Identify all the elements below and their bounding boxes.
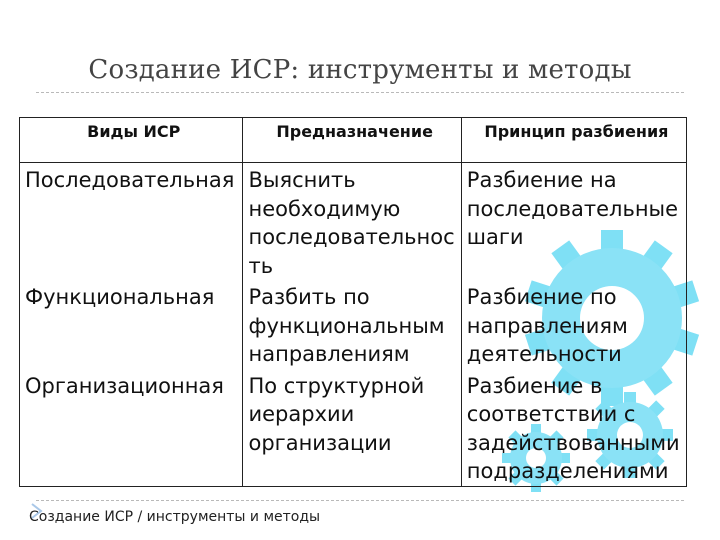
header-principle: Принцип разбиения <box>461 118 686 163</box>
cell-principle: Разбиение по направлениям деятельности <box>461 280 686 369</box>
cell-principle: Разбиение на последовательные шаги <box>461 163 686 281</box>
cell-type: Последовательная <box>20 163 243 281</box>
footer-divider <box>36 500 684 501</box>
slide-title: Создание ИСР: инструменты и методы <box>88 55 632 85</box>
wbs-table <box>19 117 687 487</box>
header-types: Виды ИСР <box>20 118 243 163</box>
cell-type: Функциональная <box>20 280 243 369</box>
table-row <box>20 163 687 281</box>
cell-type: Организационная <box>20 369 243 487</box>
header-purpose: Предназначение <box>243 118 461 163</box>
cell-principle: Разбиение в соответствии с задействованными подразделениями <box>461 369 686 487</box>
cell-purpose: По структурной иерархии организации <box>243 369 461 487</box>
slide-footer: Создание ИСР / инструменты и методы <box>29 509 321 525</box>
table-row <box>20 280 687 369</box>
cell-purpose: Выяснить необходимую последовательнос ть <box>243 163 461 281</box>
table-header-row <box>20 118 687 163</box>
table-row <box>20 369 687 487</box>
cell-purpose: Разбить по функциональным направлениям <box>243 280 461 369</box>
